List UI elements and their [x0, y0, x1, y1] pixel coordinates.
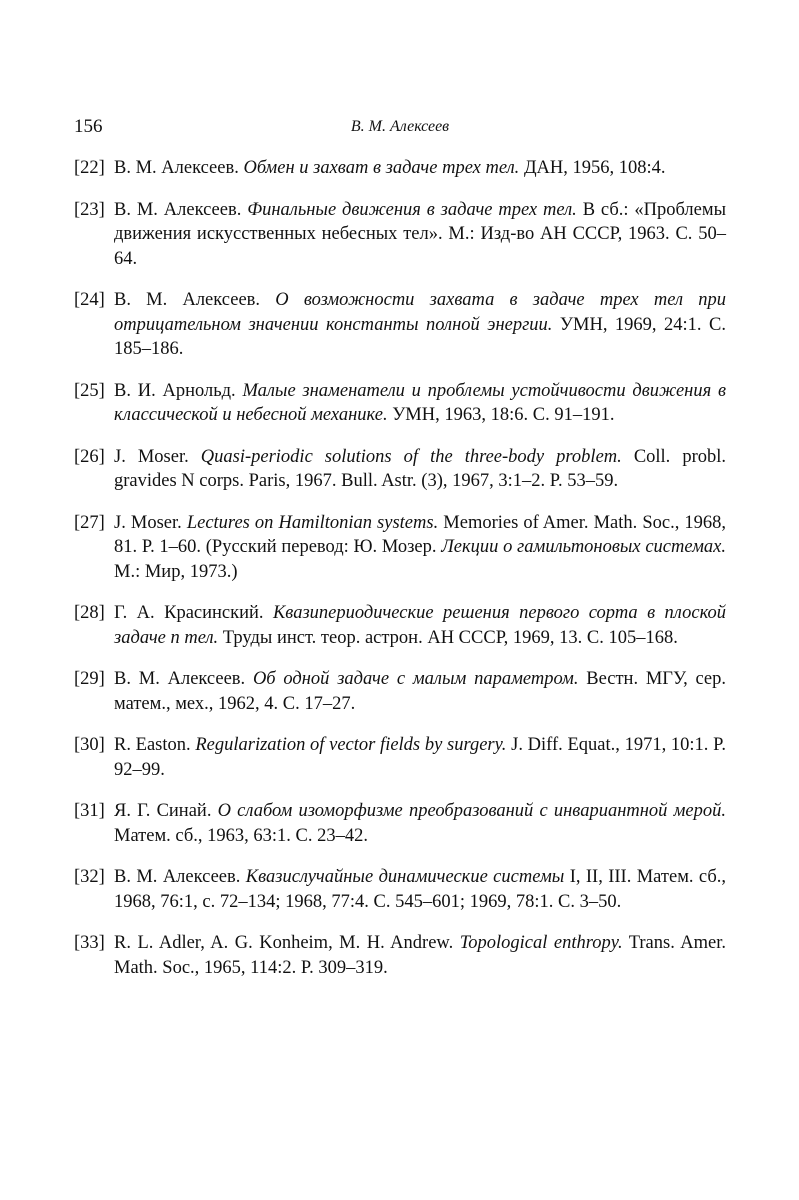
reference-item [74, 288, 726, 362]
reference-details: ДАН, 1956, 108:4. [523, 158, 666, 178]
reference-authors: J. Moser. [114, 512, 182, 533]
reference-item [74, 865, 726, 914]
reference-details: УМН, 1963, 18:6. С. 91–191. [392, 405, 615, 425]
reference-list [74, 156, 726, 997]
page-header [74, 116, 726, 144]
reference-authors: Я. Г. Синай. [114, 801, 212, 821]
reference-item [74, 733, 726, 782]
reference-title: Regularization of vector fields by surgery. [195, 735, 507, 755]
reference-number: [28] [74, 603, 105, 623]
reference-details: Труды инст. теор. астрон. АН СССР, 1969, 13. С. 105–168. [222, 627, 678, 648]
reference-item [74, 667, 726, 716]
reference-number: [26] [74, 446, 105, 467]
reference-translation-details: М.: Мир, 1973.) [114, 561, 238, 582]
running-head: В. М. Алексеев [350, 118, 450, 135]
reference-number: [30] [74, 735, 105, 755]
reference-authors: R. L. Adler, A. G. Konheim, M. H. Andrew. [114, 933, 454, 953]
reference-translation-title: Лекции о гамильтоновых системах. [441, 537, 727, 557]
reference-title: Об одной задаче с малым параметром. [252, 669, 579, 689]
reference-details: Trans. Amer. Math. Soc., 1965, 114:2. P. 309–319. [114, 933, 727, 978]
reference-title: Квазипериодические решения первого сорта в плоской задаче n тел. [114, 603, 727, 648]
reference-number: [29] [74, 669, 105, 689]
reference-number: [31] [74, 801, 105, 821]
reference-number: [27] [74, 512, 105, 533]
reference-details: В сб.: «Проблемы движения искусственных небесных тел». М.: Изд-во АН СССР, 1963. С. 50–64. [114, 199, 727, 269]
reference-authors: В. М. Алексеев. [114, 290, 261, 310]
reference-number: [24] [74, 290, 105, 310]
reference-title: Lectures on Hamiltonian systems. [186, 512, 439, 533]
reference-item [74, 799, 726, 848]
reference-item [74, 198, 726, 272]
reference-item [74, 156, 726, 181]
reference-details: Вестн. МГУ, сер. матем., мех., 1962, 4. С. 17–27. [114, 669, 727, 714]
reference-item [74, 379, 726, 428]
reference-authors: В. М. Алексеев. [114, 199, 242, 220]
reference-details: J. Diff. Equat., 1971, 10:1. P. 92–99. [114, 735, 726, 780]
reference-item [74, 511, 726, 585]
reference-item [74, 601, 726, 650]
reference-title: Topological enthropy. [459, 933, 623, 953]
reference-item [74, 931, 726, 980]
reference-number: [33] [74, 933, 105, 953]
reference-details: Coll. probl. gravides N corps. Paris, 1967. Bull. Astr. (3), 1967, 3:1–2. P. 53–59. [114, 446, 727, 491]
reference-number: [32] [74, 867, 105, 887]
reference-authors: Г. А. Красинский. [114, 603, 264, 623]
reference-number: [22] [74, 158, 105, 178]
reference-item [74, 445, 726, 494]
reference-authors: В. М. Алексеев. [114, 158, 239, 178]
reference-details: Memories of Amer. Math. Soc., 1968, 81. P. 1–60. (Русский перевод: Ю. Мозер. [114, 512, 727, 557]
reference-details: Матем. сб., 1963, 63:1. С. 23–42. [114, 825, 369, 846]
page-number: 156 [74, 116, 103, 137]
reference-details: I, II, III. Матем. сб., 1968, 76:1, с. 72–134; 1968, 77:4. С. 545–601; 1969, 78:1. С. 3–50. [114, 867, 727, 912]
reference-title: Финальные движения в задаче трех тел. [247, 199, 577, 220]
reference-title: Малые знаменатели и проблемы устойчивости движения в классической и небесной механике. [114, 380, 726, 425]
reference-details: УМН, 1969, 24:1. С. 185–186. [114, 314, 726, 359]
reference-authors: В. И. Арнольд. [114, 380, 236, 401]
reference-title: Обмен и захват в задаче трех тел. [243, 158, 520, 178]
reference-number: [25] [74, 380, 105, 401]
reference-title: Квазислучайные динамические системы [245, 867, 565, 887]
reference-authors: В. М. Алексеев. [114, 669, 246, 689]
reference-title: О возможности захвата в задаче трех тел при отрицательном значении константы полной энергии. [114, 290, 727, 335]
reference-authors: R. Easton. [114, 735, 191, 755]
reference-authors: J. Moser. [114, 446, 189, 467]
reference-title: О слабом изоморфизме преобразований с инвариантной мерой. [217, 801, 726, 821]
reference-number: [23] [74, 199, 105, 220]
reference-authors: В. М. Алексеев. [114, 867, 241, 887]
reference-title: Quasi-periodic solutions of the three-body problem. [200, 446, 622, 467]
